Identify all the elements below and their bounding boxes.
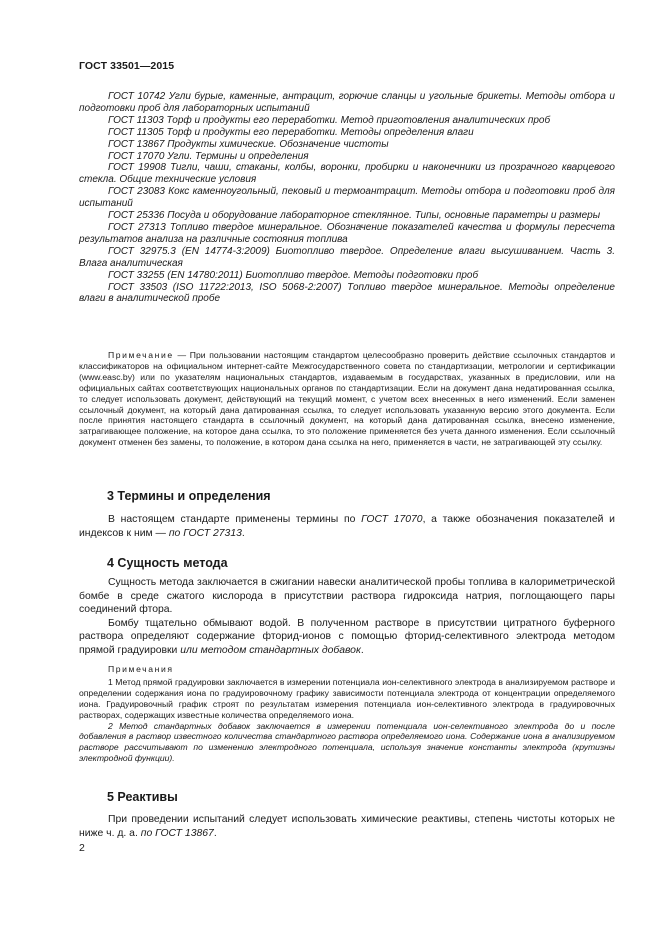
reference-item: ГОСТ 32975.3 (EN 14774-3:2009) Биотопливо твердое. Определение влаги высушиванием. Часть 3. Влага аналитическая [79,245,615,269]
text-run-italic: или методом стандартных добавок [180,644,361,656]
section-4-heading: 4 Сущность метода [107,556,228,570]
section-5-body [79,813,615,840]
reference-item: ГОСТ 11305 Торф и продукты его переработки. Методы определения влаги [108,126,474,138]
text-run: . [241,527,245,539]
references-note [79,350,615,448]
section-3-heading: 3 Термины и определения [107,489,271,503]
note-label: Примечание [108,350,174,360]
document-header: ГОСТ 33501—2015 [79,60,175,72]
note-text: — При пользовании настоящим стандартом целесообразно проверить действие ссылочных стандартов и классификаторов на официальном интернет-сайте Межгосударственного совета по стандартизации, метрологии и сертификации (www.easc.by) или по указателям национальных стандартов, издаваемым в государствах, указанных в предисловии, или на официальных сайтах соответствующих национальных органов по стандартизации. Если на документ дана недатированная ссылка, то следует использовать документ, действующий на текущий момент, с учетом всех внесенных в него изменений. Если заменен ссылочный документ, на который дана датированная ссылка, то следует использовать указанную версию этого документа. Если после принятия настоящего стандарта в ссылочный документ, на который дана датированная ссылка, внесено изменение, затрагивающее положение, на которое дана ссылка, то это положение применяется без учета данного изменения. Если ссылочный документ отменен без замены, то положение, в котором дана ссылка на него, применяется в части, не затрагивающей эту ссылку. [79,350,615,448]
normative-references-list [79,91,615,305]
gost-reference: ГОСТ 17070 [361,514,423,525]
notes-title: Примечания [108,664,174,674]
reference-item: ГОСТ 11303 Торф и продукты его переработки. Метод приготовления аналитических проб [108,114,551,126]
note-item: 2 Метод стандартных добавок заключается в измерении потенциала ион-селективного электрода до и после добавления в раствор известного количества стандартного раствора определяемого иона. Содержание иона в анализируемом растворе рассчитывают по изменению электродного потенциала, используя значение константы электрода (крутизны электродной функции). [79,720,615,764]
note-item: 1 Метод прямой градуировки заключается в измерении потенциала ион-селективного электрода в анализируемом растворе и определении содержания иона по градуировочному графику зависимости потенциала электрода от концентрации определяемого иона. Градуировочный график строят по результатам измерения потенциала ион-селективного электрода в градуировочных растворах, содержащих известные количества определяемого иона. [79,676,615,720]
reference-item: ГОСТ 10742 Угли бурые, каменные, антрацит, горючие сланцы и угольные брикеты. Методы отбора и подготовки проб для лабораторных испытаний [79,91,615,114]
paragraph [79,617,615,658]
gost-reference: по ГОСТ 27313 [168,527,242,539]
reference-item: ГОСТ 25336 Посуда и оборудование лабораторное стеклянное. Типы, основные параметры и размеры [108,210,601,222]
paragraph: Сущность метода заключается в сжигании навески аналитической пробы топлива в калориметрической бомбе в среде сжатого кислорода в присутствии раствора гидроксида натрия, поглощающего пары соединений фтора. [79,577,615,616]
section-5-heading: 5 Реактивы [107,790,178,804]
section-4-body [79,576,615,658]
gost-reference: по ГОСТ 13867 [140,827,214,839]
text-run: В настоящем стандарте применены термины по [108,514,362,525]
reference-item: ГОСТ 19908 Тигли, чаши, стаканы, колбы, воронки, пробирки и наконечники из прозрачного кварцевого стекла. Общие технические условия [79,162,615,186]
section-4-notes [79,664,615,764]
page-number: 2 [79,842,85,854]
text-run: При проведении испытаний следует использовать химические реактивы, степень чистоты которых не ниже ч. д. а. [79,814,615,839]
reference-item: ГОСТ 17070 Угли. Термины и определения [108,150,309,162]
text-run: . [360,644,364,656]
text-run: Бомбу тщательно обмывают водой. В полученном растворе в присутствии цитратного буферного раствора определяют содержание фторид-ионов с помощью фторид-селективного электрода методом прямой градуировки [79,617,615,656]
text-run: . [213,827,217,839]
reference-item: ГОСТ 23083 Кокс каменноугольный, пековый и термоантрацит. Методы отбора и подготовки проб для испытаний [79,186,615,210]
reference-item: ГОСТ 33503 (ISO 11722:2013, ISO 5068-2:2007) Топливо твердое минеральное. Методы определение влаги в аналитической пробе [79,281,615,305]
reference-item: ГОСТ 27313 Топливо твердое минеральное. Обозначение показателей качества и формулы пересчета результатов анализа на различные состояния топлива [79,221,615,245]
reference-item: ГОСТ 33255 (EN 14780:2011) Биотопливо твердое. Методы подготовки проб [108,269,479,281]
text-run: , а также обозначения показателей и индексов к ним — [79,514,615,539]
section-3-body [79,513,615,540]
reference-item: ГОСТ 13867 Продукты химические. Обозначение чистоты [108,138,389,150]
